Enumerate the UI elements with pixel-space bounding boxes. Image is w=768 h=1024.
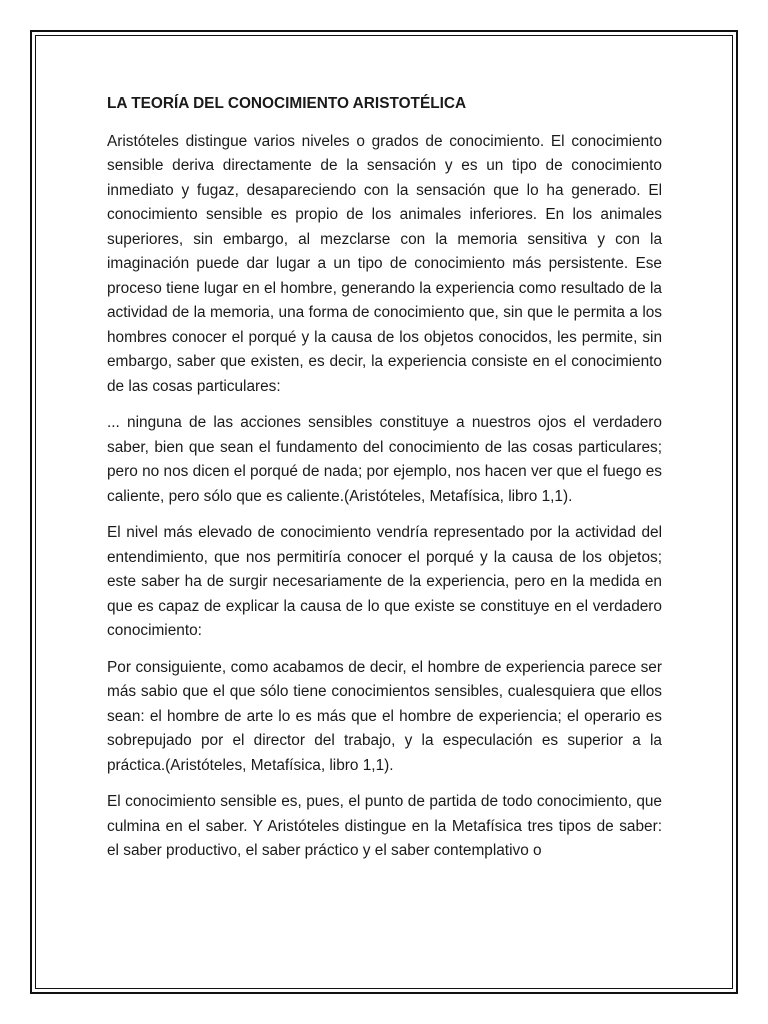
document-body [107, 92, 662, 864]
quote-paragraph: Por consiguiente, como acabamos de decir, el hombre de experiencia parece ser más sabio que el que sólo tiene conocimientos sensibles, cualesquiera que ellos sean: el hombre de arte lo es más que el hombre de experiencia; el operario es sobrepujado por el director del trabajo, y la especulación es superior a la práctica.(Aristóteles, Metafísica, libro 1,1). [107, 658, 662, 774]
paragraph: Aristóteles distingue varios niveles o grados de conocimiento. El conocimiento sensible deriva directamente de la sensación y es un tipo de conocimiento inmediato y fugaz, desapareciendo con la sensación que lo ha generado. El conocimiento sensible es propio de los animales inferiores. En los animales superiores, sin embargo, al mezclarse con la memoria sensitiva y con la imaginación puede dar lugar a un tipo de conocimiento más persistente. Ese proceso tiene lugar en el hombre, generando la experiencia como resultado de la actividad de la memoria, una forma de conocimiento que, sin que le permita a los hombres conocer el porqué y la causa de los objetos conocidos, les permite, sin embargo, saber que existen, es decir, la experiencia consiste en el conocimiento de las cosas particulares: [107, 132, 662, 395]
quote-paragraph: ... ninguna de las acciones sensibles constituye a nuestros ojos el verdadero saber, bien que sean el fundamento del conocimiento de las cosas particulares; pero no nos dicen el porqué de nada; por ejemplo, nos hacen ver que el fuego es caliente, pero sólo que es caliente.(Aristóteles, Metafísica, libro 1,1). [107, 414, 662, 505]
document-title: LA TEORÍA DEL CONOCIMIENTO ARISTOTÉLICA [107, 95, 467, 112]
paragraph: El conocimiento sensible es, pues, el punto de partida de todo conocimiento, que culmina en el saber. Y Aristóteles distingue en la Metafísica tres tipos de saber: el saber productivo, el saber práctico y el saber contemplativo o [107, 793, 662, 859]
paragraph: El nivel más elevado de conocimiento vendría representado por la actividad del entendimiento, que nos permitiría conocer el porqué y la causa de los objetos; este saber ha de surgir necesariamente de la experiencia, pero en la medida en que es capaz de explicar la causa de lo que existe se constituye en el verdadero conocimiento: [107, 524, 662, 639]
